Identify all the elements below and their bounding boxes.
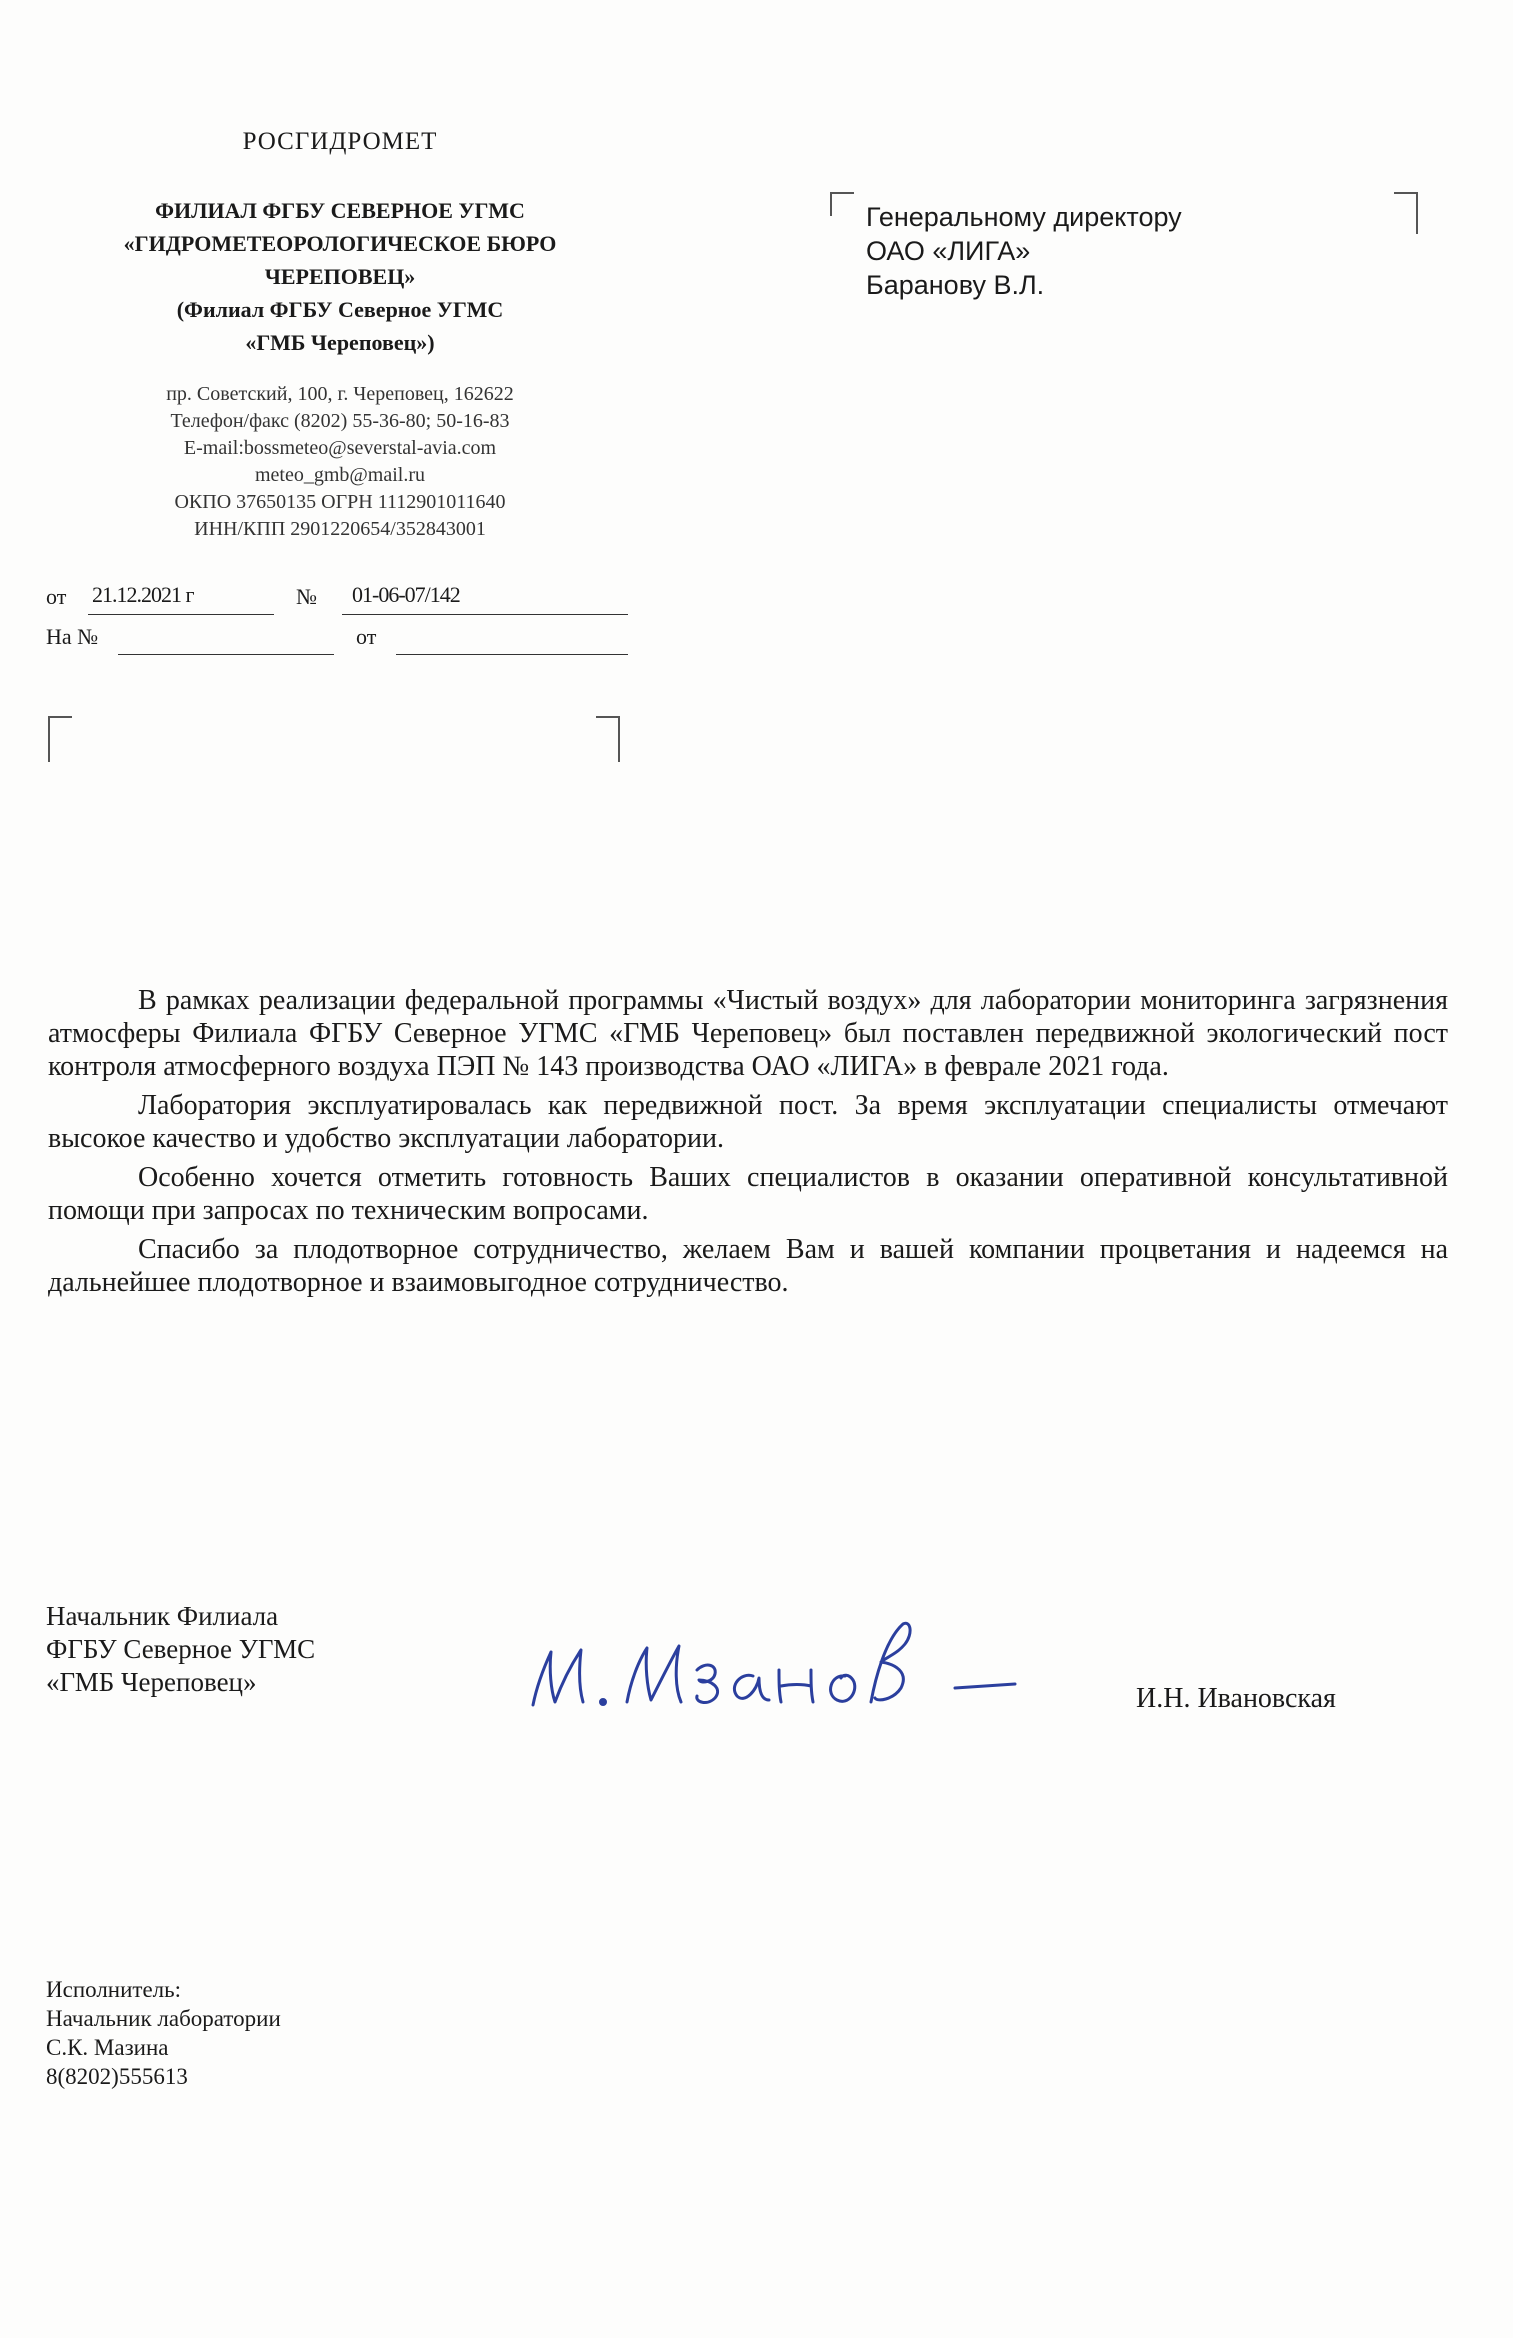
branch-line: ЧЕРЕПОВЕЦ» bbox=[264, 264, 416, 289]
subject-corner-mark bbox=[596, 716, 620, 762]
reply-number-label: На № bbox=[46, 624, 99, 649]
body-paragraph: Лаборатория эксплуатировалась как передвижной пост. За время эксплуатации специалисты отмечают высокое качество и удобство эксплуатации лаборатории. bbox=[48, 1090, 1448, 1154]
branch-name bbox=[40, 194, 640, 359]
executor-phone: 8(8202)555613 bbox=[46, 2064, 188, 2089]
addressee-line: Генеральному директору bbox=[866, 202, 1182, 232]
branch-line: (Филиал ФГБУ Северное УГМС bbox=[176, 297, 504, 322]
executor-name: С.К. Мазина bbox=[46, 2035, 169, 2060]
email-line: E-mail:bossmeteo@severstal-avia.com bbox=[183, 437, 497, 459]
addressee-line: ОАО «ЛИГА» bbox=[866, 236, 1031, 266]
subject-corner-mark bbox=[48, 716, 72, 762]
signatory-position bbox=[46, 1600, 315, 1699]
executor-label: Исполнитель: bbox=[46, 1977, 182, 2002]
position-line: Начальник Филиала bbox=[46, 1601, 279, 1631]
branch-line: ФИЛИАЛ ФГБУ СЕВЕРНОЕ УГМС bbox=[155, 198, 525, 223]
branch-line: «ГМБ Череповец») bbox=[245, 330, 435, 355]
handwritten-signature bbox=[515, 1610, 1025, 1740]
address-line: пр. Советский, 100, г. Череповец, 162622 bbox=[166, 383, 514, 405]
reply-number-underline bbox=[118, 654, 334, 655]
addressee-line: Баранову В.Л. bbox=[866, 270, 1045, 300]
reply-from-label: от bbox=[356, 624, 377, 649]
addressee bbox=[866, 200, 1182, 302]
phone-line: Телефон/факс (8202) 55-36-80; 50-16-83 bbox=[170, 410, 510, 432]
registration-line: ОКПО 37650135 ОГРН 1112901011640 bbox=[174, 491, 506, 513]
from-label: от bbox=[46, 584, 67, 609]
number-label: № bbox=[296, 584, 317, 609]
reply-from-underline bbox=[396, 654, 628, 655]
executor-block bbox=[46, 1975, 281, 2091]
executor-position: Начальник лаборатории bbox=[46, 2006, 281, 2031]
branch-line: «ГИДРОМЕТЕОРОЛОГИЧЕСКОЕ БЮРО bbox=[123, 231, 557, 256]
address-corner-mark bbox=[830, 192, 854, 216]
position-line: «ГМБ Череповец» bbox=[46, 1667, 257, 1697]
tax-id-line: ИНН/КПП 2901220654/352843001 bbox=[194, 518, 486, 540]
date-underline bbox=[88, 614, 274, 615]
letterhead bbox=[40, 128, 640, 543]
signatory-name: И.Н. Ивановская bbox=[1136, 1683, 1336, 1714]
body-paragraph: Спасибо за плодотворное сотрудничество, желаем Вам и вашей компании процветания и надеемся на дальнейшее плодотворное и взаимовыгодное сотрудничество. bbox=[48, 1234, 1448, 1298]
position-line: ФГБУ Северное УГМС bbox=[46, 1634, 316, 1664]
letter-body bbox=[48, 984, 1448, 1305]
email-line: meteo_gmb@mail.ru bbox=[254, 464, 426, 486]
letter-date: 21.12.2021 г bbox=[92, 582, 194, 607]
number-underline bbox=[342, 614, 628, 615]
body-paragraph: В рамках реализации федеральной программы «Чистый воздух» для лаборатории мониторинга загрязнения атмосферы Филиала ФГБУ Северное УГМС «ГМБ Череповец» был поставлен передвижной экологический пост контроля атмосферного воздуха ПЭП № 143 производства ОАО «ЛИГА» в феврале 2021 года. bbox=[48, 985, 1448, 1082]
letter-number: 01-06-07/142 bbox=[352, 582, 460, 607]
agency-name: РОСГИДРОМЕТ bbox=[242, 128, 438, 155]
address-corner-mark bbox=[1394, 192, 1418, 234]
body-paragraph: Особенно хочется отметить готовность Ваших специалистов в оказании оперативной консультативной помощи при запросах по техническим вопросами. bbox=[48, 1162, 1448, 1226]
contact-details bbox=[40, 381, 640, 543]
